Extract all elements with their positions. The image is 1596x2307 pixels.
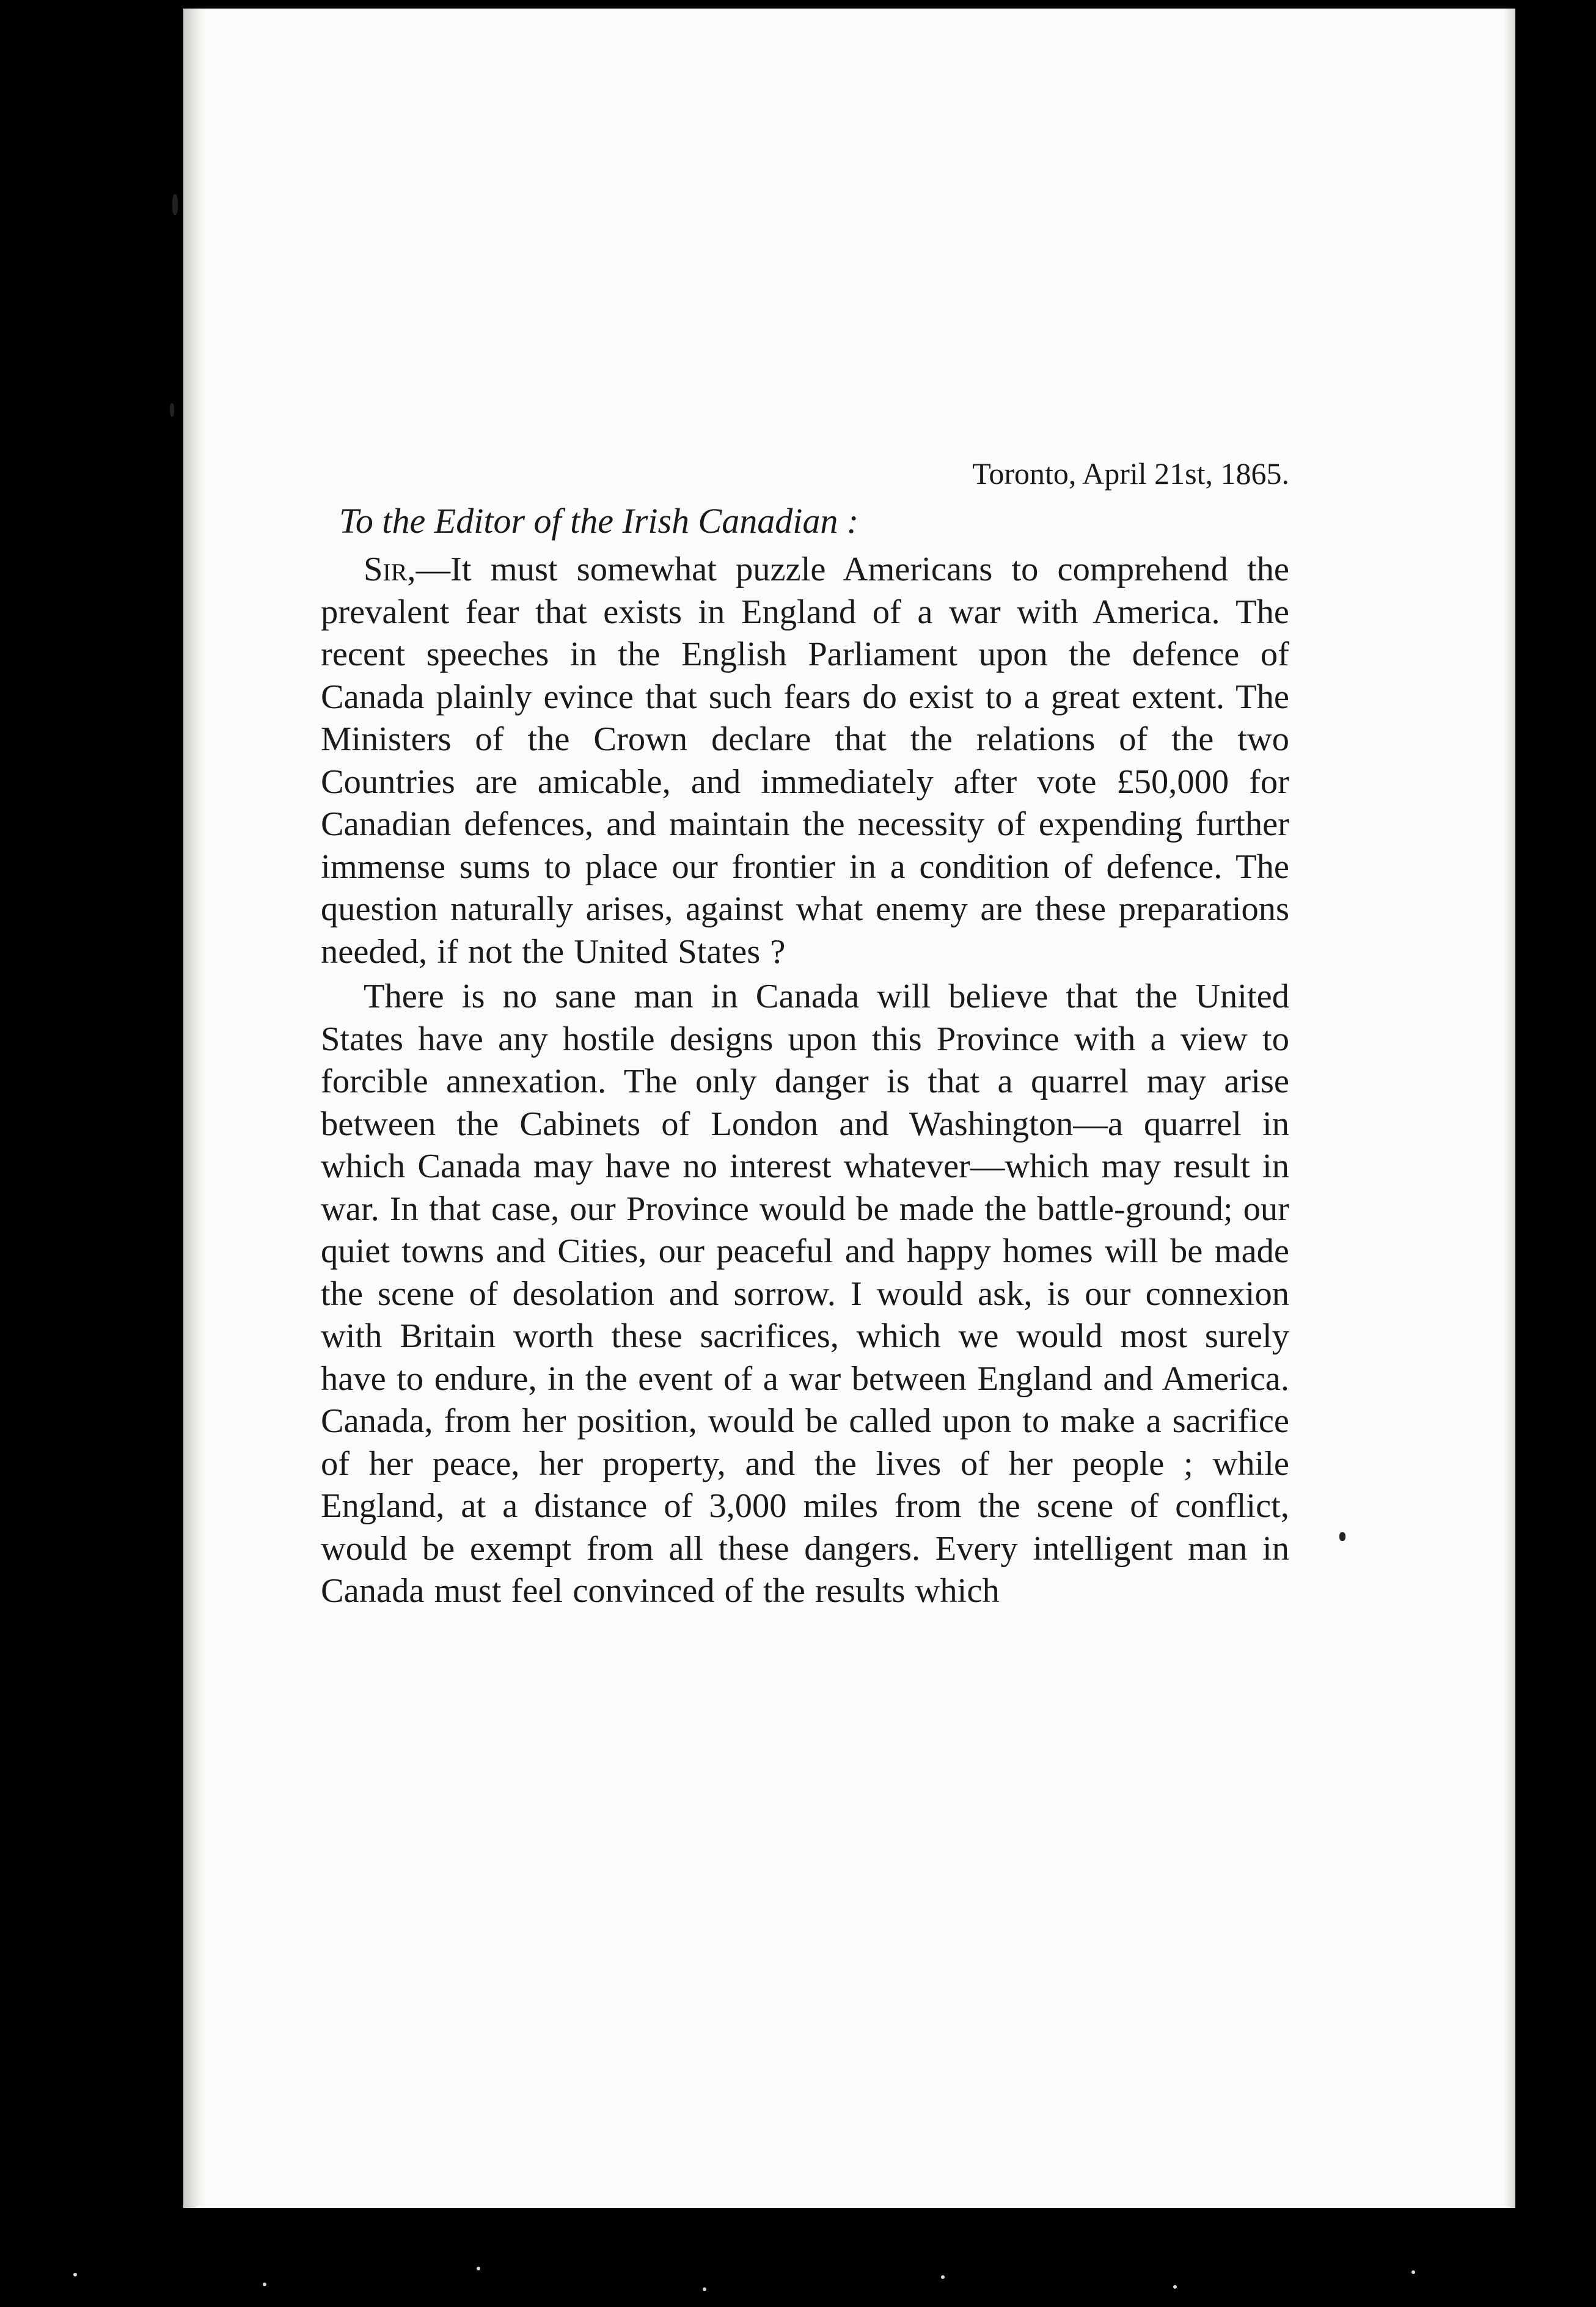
- margin-speck: [1339, 1532, 1345, 1541]
- dust-speck: [477, 2267, 480, 2270]
- dust-speck: [73, 2273, 77, 2276]
- scan-border-noise: [0, 2224, 1596, 2307]
- dust-speck: [703, 2287, 706, 2291]
- dust-speck: [941, 2275, 945, 2279]
- spine-shadow: [183, 9, 207, 2208]
- margin-speck: [170, 403, 174, 417]
- paragraph-2: There is no sane man in Canada will believe that the United States have any hostile designs upon this Province with a view to forcible annexation. The only danger is that a quarrel may arise between the Cabinets of London and Washington—a quarrel in which Canada may have no interest whatever—which may result in war. In that case, our Province would be made the battle-ground; our quiet towns and Cities, our peaceful and happy homes will be made the scene of desolation and sorrow. I would ask, is our connexion with Britain worth these sacrifices, which we would most surely have to endure, in the event of a war between England and America. Canada, from her position, would be called upon to make a sacrifice of her peace, her property, and the lives of her people ; while England, at a distance of 3,000 miles from the scene of conflict, would be exempt from all these dangers. Every intelligent man in Canada must feel convinced of the results which: [321, 978, 1289, 1610]
- paragraph-1: [321, 549, 1289, 973]
- salutation-sir: Sir,: [364, 550, 416, 588]
- dust-speck: [1411, 2270, 1415, 2274]
- salutation: To the Editor of the Irish Canadian :: [339, 501, 859, 541]
- paragraph-1-text: —It must somewhat puzzle Americans to comprehend the prevalent fear that exists in England of a war with America. The recent speeches in the English Parliament upon the defence of Canada plainly evince that such fears do exist to a great extent. The Ministers of the Crown declare that the relations of the two Countries are amicable, and immediately after vote £50,000 for Canadian defences, and maintain the necessity of expending further immense sums to place our frontier in a condition of defence. The question naturally arises, against what enemy are these preparations needed, if not the United States ?: [321, 550, 1289, 971]
- letter-body: [321, 452, 1289, 1613]
- dust-speck: [263, 2283, 266, 2286]
- dust-speck: [1173, 2285, 1177, 2289]
- page-edge-shadow: [1503, 9, 1515, 2208]
- margin-speck: [172, 194, 178, 215]
- dateline: Toronto, April 21st, 1865.: [972, 456, 1289, 491]
